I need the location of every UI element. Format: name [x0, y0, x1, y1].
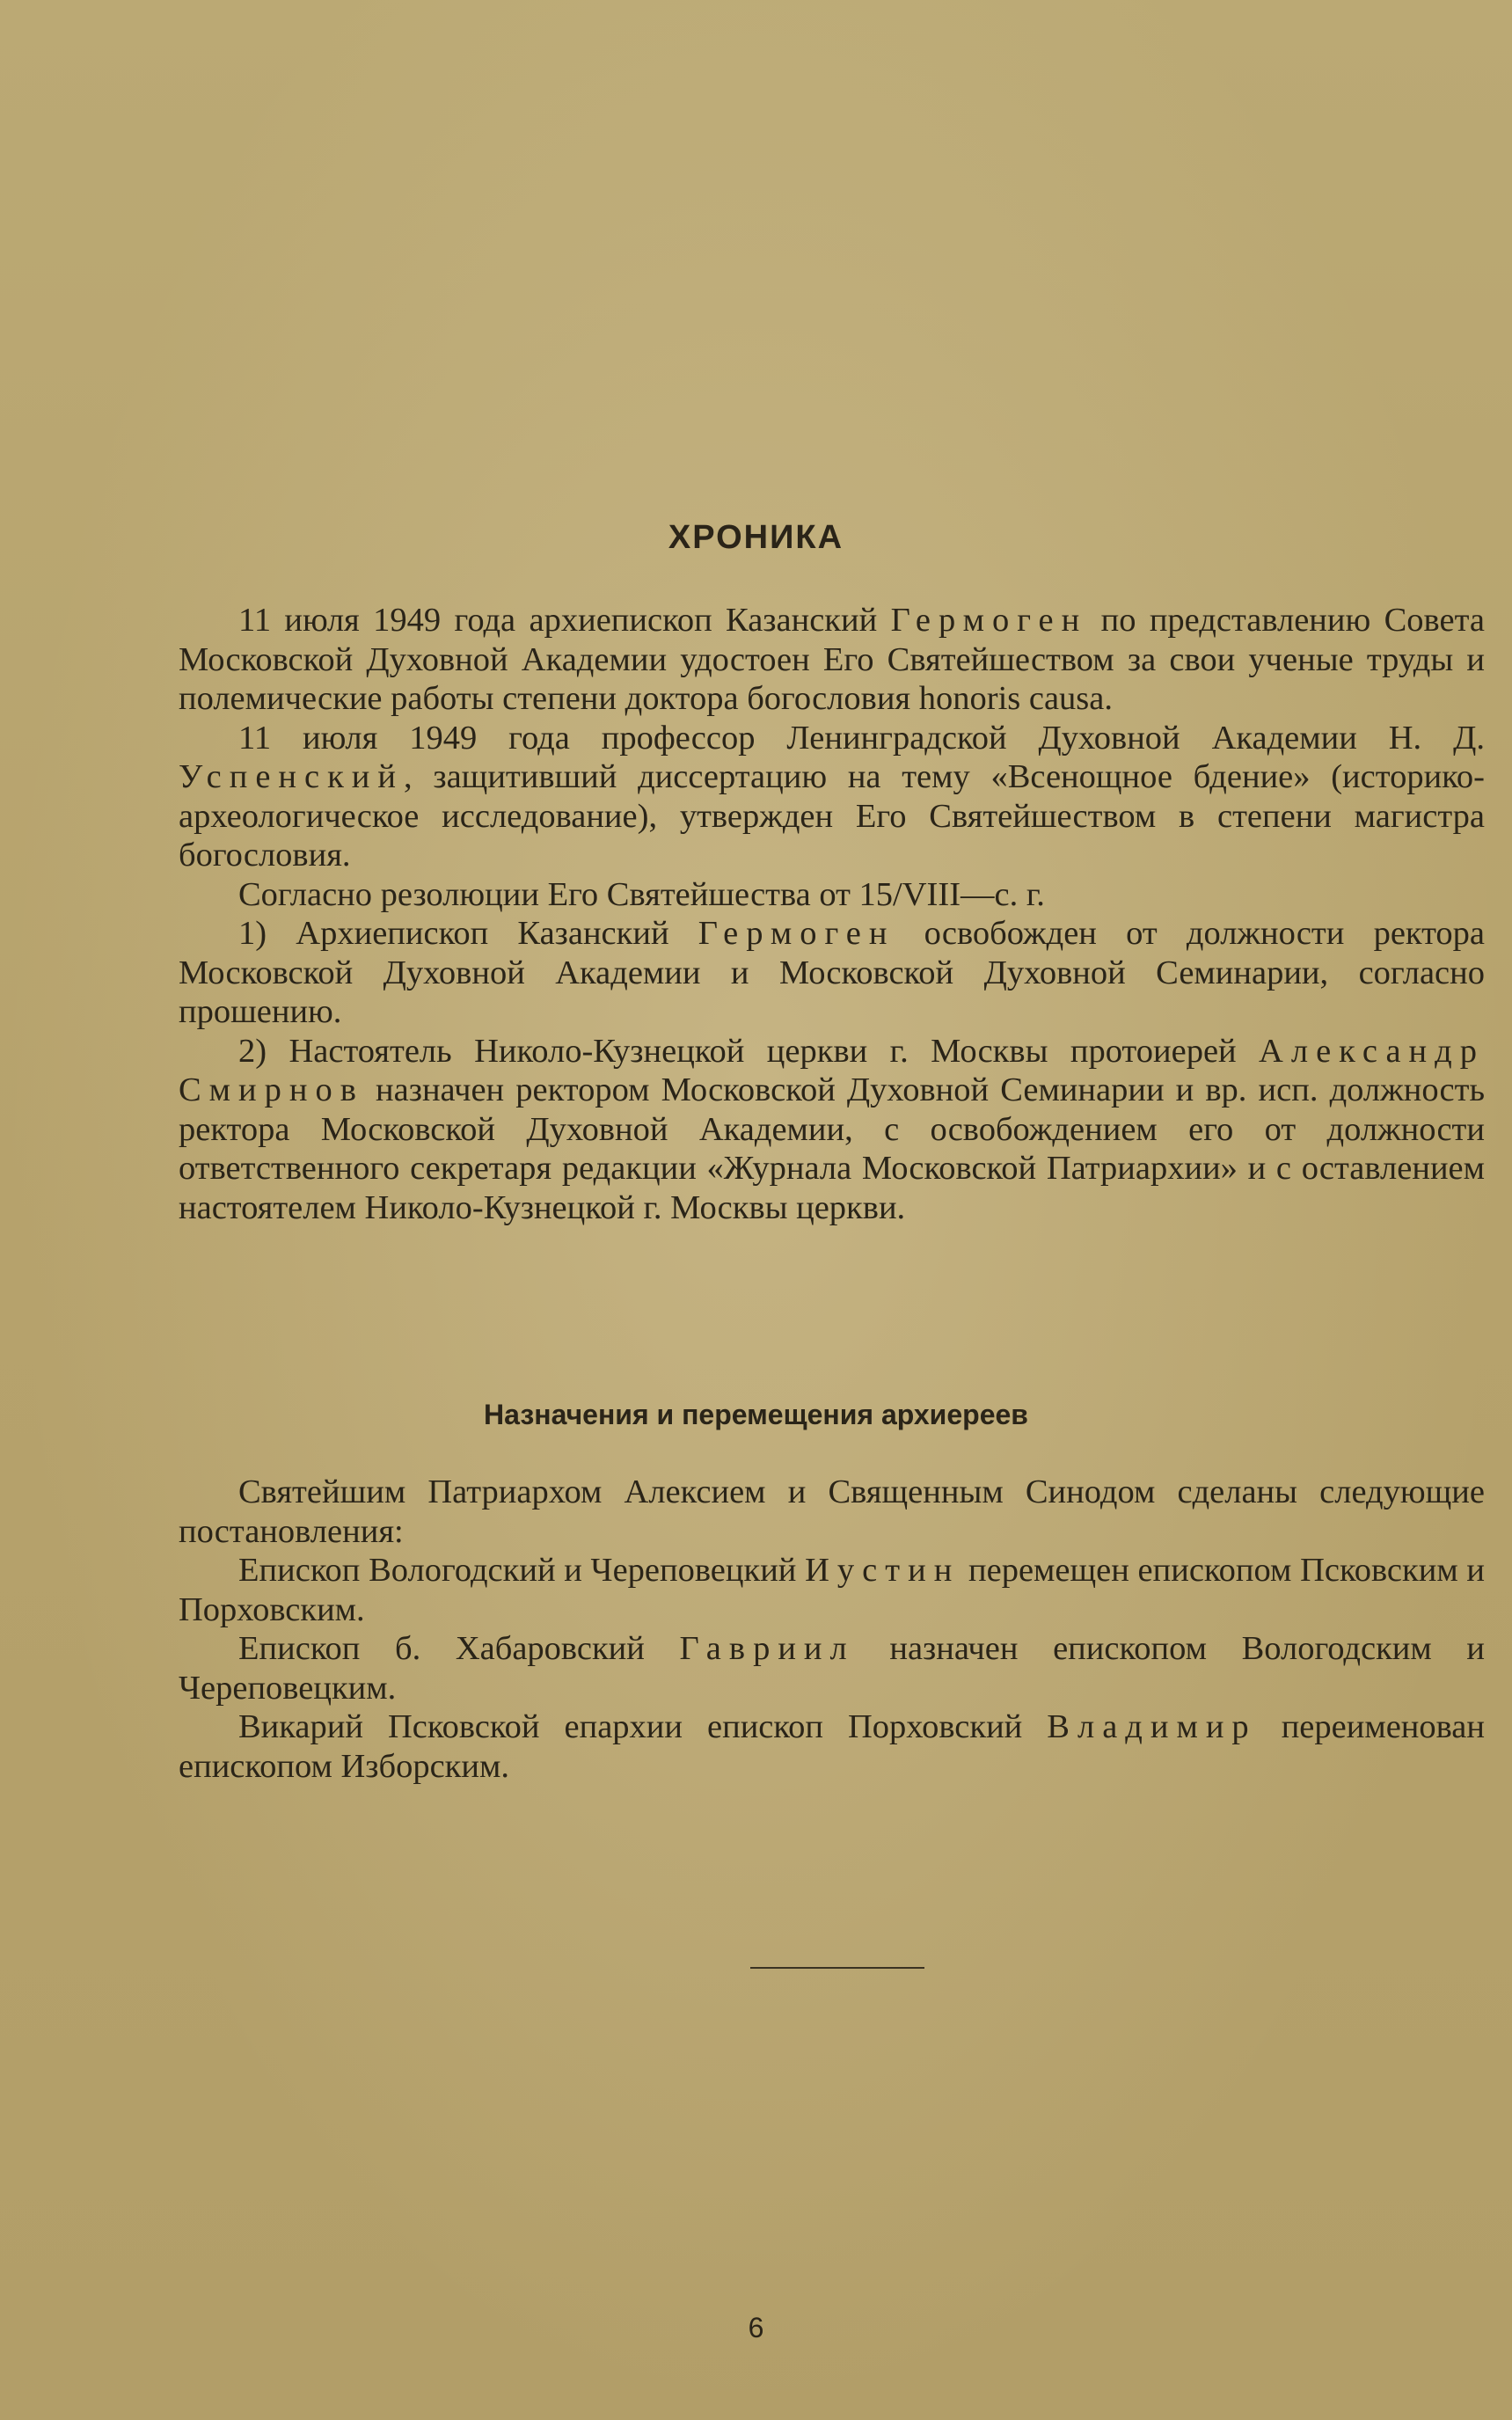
person-name: Гермоген	[698, 915, 895, 952]
person-name: Успенский	[179, 758, 405, 795]
paragraph: Епископ б. Хабаровский Гавриил назначен епископом Вологодским и Череповецким.	[179, 1630, 1485, 1707]
page-number: 6	[748, 2312, 764, 2343]
person-name: Иустин	[805, 1552, 961, 1589]
chronicle-section	[179, 601, 1485, 1227]
page-title: ХРОНИКА	[668, 519, 844, 556]
person-name: Гавриил	[679, 1630, 855, 1667]
paragraph: Епископ Вологодский и Череповецкий Иустин перемещен епископом Псковским и Порховским.	[179, 1552, 1485, 1628]
paragraph: 11 июля 1949 года профессор Ленинградской Духовной Академии Н. Д. Успенский, защитивший диссертацию на тему «Всенощное бдение» (историко-археологическое исследование), утвержден Его Святейшеством в степени магистра богословия.	[179, 719, 1485, 874]
person-name: Александр Смирнов	[179, 1032, 1485, 1108]
paragraph: 1) Архиепископ Казанский Гермоген освобожден от должности ректора Московской Духовной Академии и Московской Духовной Семинарии, согласно прошению.	[179, 915, 1486, 1030]
paragraph: 2) Настоятель Николо-Кузнецкой церкви г. Москвы протоиерей Александр Смирнов назначен ректором Московской Духовной Семинарии и вр. исп. должность ректора Московской Духовной Академии, с освобождением его от должности ответственного секретаря редакции «Журнала Московской Патриархии» и с оставлением настоятелем Николо-Кузнецкой г. Москвы церкви.	[179, 1032, 1485, 1226]
appointments-section	[179, 1473, 1485, 1786]
person-name: Владимир	[1047, 1708, 1257, 1745]
paragraph: Согласно резолюции Его Святейшества от 15/VIII—с. г.	[238, 875, 1045, 913]
divider	[750, 1967, 924, 1969]
paragraph: Святейшим Патриархом Алексием и Священным Синодом сделаны следующие постановления:	[179, 1473, 1485, 1550]
paragraph: 11 июля 1949 года архиепископ Казанский Гермоген по представлению Совета Московской Духовной Академии удостоен Его Святейшеством за свои ученые труды и полемические работы степени доктора богословия honoris causa.	[179, 602, 1485, 717]
paragraph: Викарий Псковской епархии епископ Порховский Владимир переименован епископом Изборским.	[179, 1708, 1485, 1785]
section-heading: Назначения и перемещения архиереев	[484, 1399, 1028, 1430]
person-name: Гермоген	[890, 602, 1088, 639]
